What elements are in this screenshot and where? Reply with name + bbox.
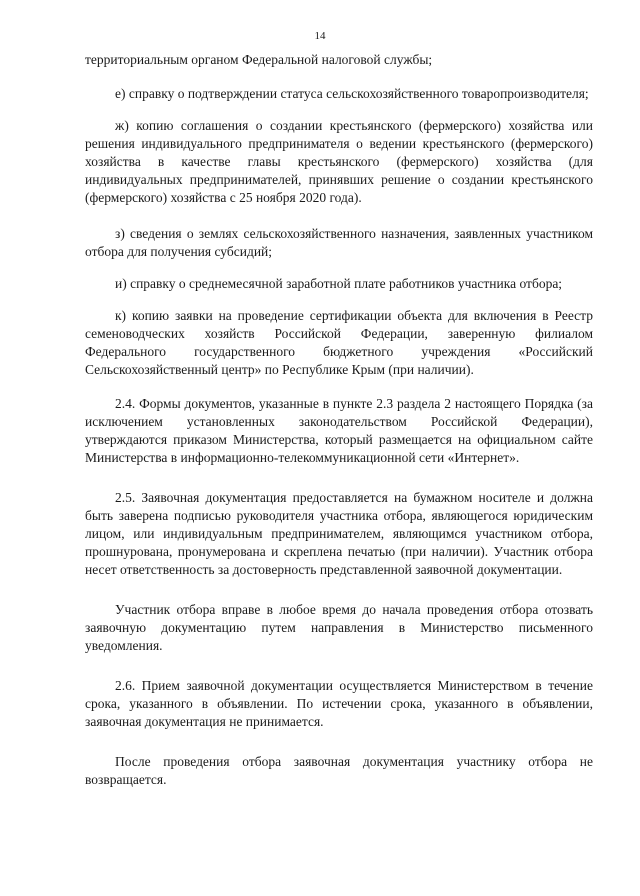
paragraph-item-i: и) справку о среднемесячной заработной плате работников участника отбора; bbox=[115, 276, 563, 291]
paragraph-2-6: 2.6. Прием заявочной документации осуществляется Министерством в течение срока, указанного в объявлении. По истечении срока, указанного в объявлении, заявочная документация не принимается. bbox=[85, 678, 593, 729]
paragraph-no-return: После проведения отбора заявочная документация участнику отбора не возвращается. bbox=[85, 754, 593, 787]
paragraph-2-5: 2.5. Заявочная документация предоставляется на бумажном носителе и должна быть заверена подписью руководителя участника отбора, являющегося юридическим лицом, или индивидуальным предпринимателем, являющимся участником отбора, прошнурована, пронумерована и скреплена печатью (при наличии). Участник отбора несет ответственность за достоверность представленной заявочной документации. bbox=[85, 490, 593, 577]
paragraph-withdrawal: Участник отбора вправе в любое время до начала проведения отбора отозвать заявочную документацию путем направления в Министерство письменного уведомления. bbox=[85, 602, 593, 653]
page-number: 14 bbox=[314, 30, 326, 42]
paragraph-item-k: к) копию заявки на проведение сертификации объекта для включения в Реестр семеноводческих хозяйств Российской Федерации, заверенную филиалом Федерального государственного бюджетного учреждения «Российский Сельскохозяйственный центр» по Республике Крым (при наличии). bbox=[85, 308, 593, 377]
paragraph-item-z: з) сведения о землях сельскохозяйственного назначения, заявленных участником отбора для получения субсидий; bbox=[85, 226, 593, 259]
document-body bbox=[85, 51, 593, 789]
paragraph-item-e: е) справку о подтверждении статуса сельскохозяйственного товаропроизводителя; bbox=[115, 86, 589, 101]
paragraph-item-zh: ж) копию соглашения о создании крестьянского (фермерского) хозяйства или решения индивидуального предпринимателя о ведении крестьянского (фермерского) хозяйства в качестве главы крестьянского (фермерского) хозяйства (для индивидуальных предпринимателей, принявших решение о создании крестьянского (фермерского) хозяйства с 25 ноября 2020 года). bbox=[85, 118, 593, 205]
paragraph-territorial-body: территориальным органом Федеральной налоговой службы; bbox=[85, 52, 433, 67]
paragraph-2-4: 2.4. Формы документов, указанные в пункте 2.3 раздела 2 настоящего Порядка (за исключением установленных законодательством Российской Федерации), утверждаются приказом Министерства, который размещается на официальном сайте Министерства в информационно-телекоммуникационной сети «Интернет». bbox=[85, 396, 593, 465]
